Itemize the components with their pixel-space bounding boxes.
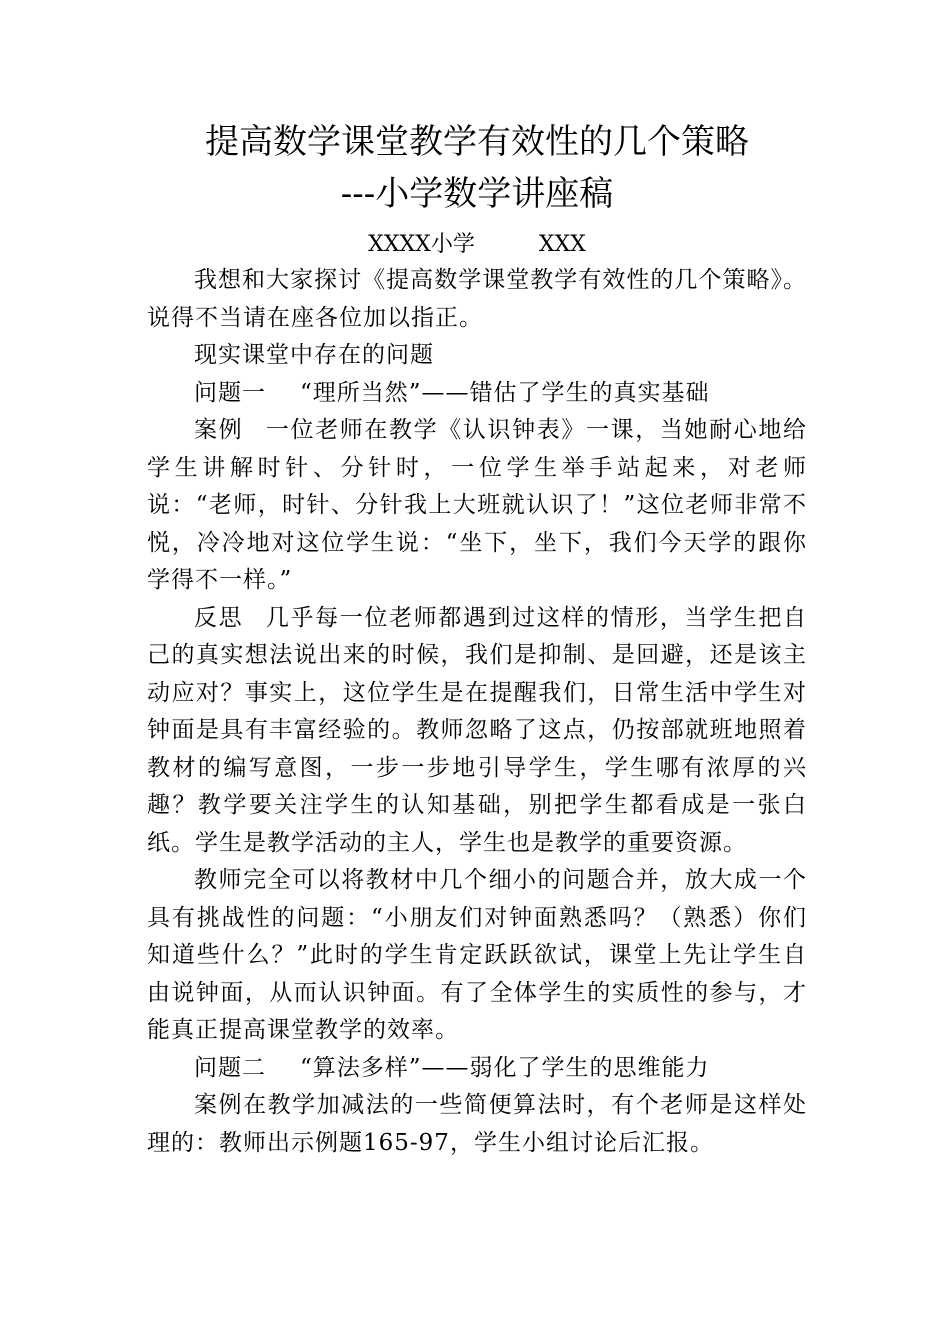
reflection-text: 几乎每一位老师都遇到过这样的情形，当学生把自己的真实想法说出来的时候，我们是抑制、是回避，还是该主动应对？事实上，这位学生是在提醒我们，日常生活中学生对钟面是具有丰富经验的。教师忽略了这点，仍按部就班地照着教材的编写意图，一步一步地引导学生，学生哪有浓厚的兴趣？教学要关注学生的认知基础，别把学生都看成是一张白纸。学生是教学活动的主人，学生也是教学的重要资源。	[147, 604, 807, 856]
case-one-text: 一位老师在教学《认识钟表》一课，当她耐心地给学生讲解时针、分针时，一位学生举手站起来，对老师说：“老师，时针、分针我上大班就认识了！”这位老师非常不悦，冷冷地对这位学生说：“坐下，坐下，我们今天学的跟你学得不一样。”	[147, 417, 807, 593]
document-body	[147, 262, 807, 1162]
problem-one-label: 问题一	[194, 379, 266, 406]
problem-one-text: “理所当然”——错估了学生的真实基础	[300, 379, 710, 406]
case-two-paragraph: 案例在教学加减法的一些简便算法时，有个老师是这样处理的：教师出示例题165-97，学生小组讨论后汇报。	[147, 1092, 807, 1156]
problem-two-text: “算法多样”——弱化了学生的思维能力	[300, 1054, 710, 1081]
school-name: XXXX小学	[368, 232, 475, 257]
case-one-label: 案例	[194, 417, 244, 443]
author-name: XXX	[538, 232, 586, 257]
problem-two-heading	[147, 1050, 807, 1088]
problem-one-heading	[147, 375, 807, 413]
byline	[147, 228, 807, 262]
suggestion-paragraph: 教师完全可以将教材中几个细小的问题合并，放大成一个具有挑战性的问题：“小朋友们对钟面熟悉吗？（熟悉）你们知道些什么？”此时的学生肯定跃跃欲试，课堂上先让学生自由说钟面，从而认识钟面。有了全体学生的实质性的参与，才能真正提高课堂教学的效率。	[147, 867, 807, 1043]
reflection-label: 反思	[194, 604, 244, 631]
problem-two-label: 问题二	[194, 1054, 266, 1081]
case-one-paragraph	[147, 412, 807, 600]
section-heading: 现实课堂中存在的问题	[194, 342, 434, 368]
intro-paragraph: 我想和大家探讨《提高数学课堂教学有效性的几个策略》。说得不当请在座各位加以指正。	[147, 267, 807, 331]
document-subtitle: ---小学数学讲座稿	[340, 174, 614, 214]
reflection-paragraph	[147, 600, 807, 863]
document-title: 提高数学课堂教学有效性的几个策略	[205, 122, 749, 162]
